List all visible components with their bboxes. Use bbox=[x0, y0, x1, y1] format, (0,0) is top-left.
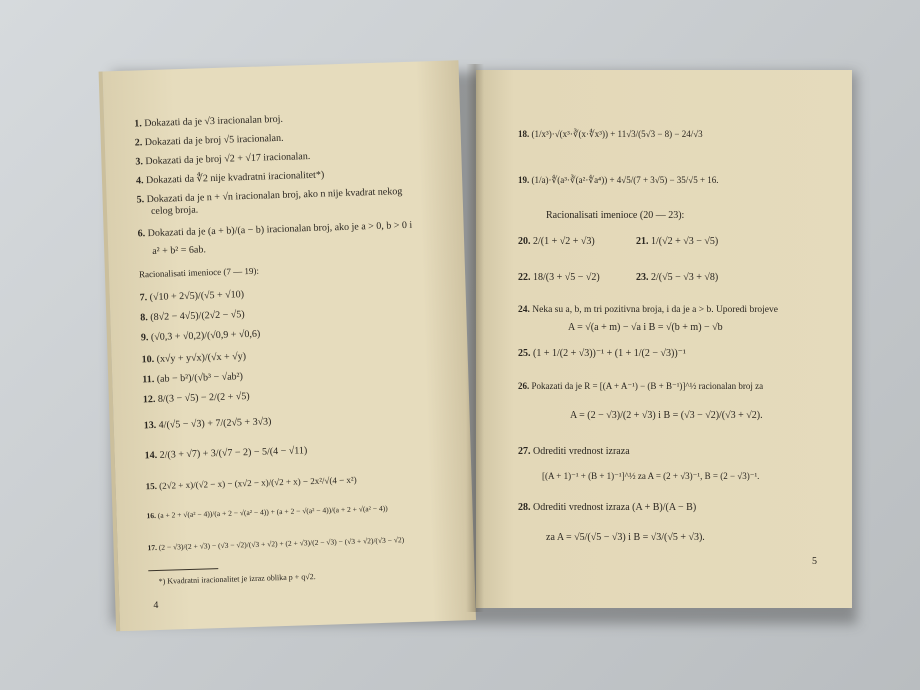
exercise-11: 11. (ab − b²)/(√b³ − √ab²) bbox=[142, 371, 244, 386]
exercise-28-formula: za A = √5/(√5 − √3) i B = √3/(√5 + √3). bbox=[546, 532, 705, 543]
exercise-13: 13. 4/(√5 − √3) + 7/(2√5 + 3√3) bbox=[143, 416, 272, 432]
page-number-left: 4 bbox=[153, 599, 159, 612]
section-heading: Racionalisati imenioce (7 — 19): bbox=[138, 265, 260, 280]
exercise-26-formula: A = (2 − √3)/(2 + √3) i B = (√3 − √2)/(√3 + √2). bbox=[570, 410, 763, 421]
page-number-right: 5 bbox=[812, 556, 817, 567]
item-5-cont: celog broja. bbox=[150, 204, 199, 218]
item-4: 4. Dokazati da ∜2 nije kvadratni iracionalitet*) bbox=[135, 169, 325, 187]
exercise-15: 15. (2√2 + x)/(√2 − x) − (x√2 − x)/(√2 + x) − 2x²/√(4 − x²) bbox=[145, 474, 357, 492]
exercise-18: 18. (1/x³)·√(x³·∛(x·∜x³)) + 11√3/(5√3 − 8) − 24/√3 bbox=[518, 129, 703, 139]
right-page bbox=[476, 70, 852, 608]
footnote-rule bbox=[148, 568, 218, 571]
exercise-17: 17. (2 − √3)/(2 + √3) − (√3 − √2)/(√3 + √2) + (2 + √3)/(2 − √3) − (√3 + √2)/(√3 − √2) bbox=[147, 535, 405, 553]
exercise-24: 24. Neka su a, b, m tri pozitivna broja, i da je a > b. Uporedi brojeve bbox=[518, 305, 778, 315]
item-3: 3. Dokazati da je broj √2 + √17 iracionalan. bbox=[135, 150, 311, 168]
section-heading-right: Racionalisati imenioce (20 — 23): bbox=[546, 210, 685, 221]
item-6: 6. Dokazati da je (a + b)/(a − b) iracionalan broj, ako je a > 0, b > 0 i bbox=[137, 219, 413, 240]
exercise-9: 9. (√0,3 + √0,2)/(√0,9 + √0,6) bbox=[140, 328, 261, 344]
exercise-22: 22. 18/(3 + √5 − √2) bbox=[518, 272, 600, 283]
exercise-7: 7. (√10 + 2√5)/(√5 + √10) bbox=[139, 289, 245, 304]
exercise-28: 28. Odrediti vrednost izraza (A + B)/(A − B) bbox=[518, 502, 697, 513]
exercise-8: 8. (8√2 − 4√5)/(2√2 − √5) bbox=[140, 309, 245, 324]
exercise-27: 27. Odrediti vrednost izraza bbox=[518, 446, 630, 457]
exercise-27-formula: [(A + 1)⁻¹ + (B + 1)⁻¹]^½ za A = (2 + √3)⁻¹, B = (2 − √3)⁻¹. bbox=[542, 471, 760, 481]
item-6-cont: a² + b² = 6ab. bbox=[152, 244, 207, 257]
left-page bbox=[99, 60, 476, 631]
exercise-25: 25. (1 + 1/(2 + √3))⁻¹ + (1 + 1/(2 − √3))⁻¹ bbox=[518, 348, 686, 359]
exercise-24-formula: A = √(a + m) − √a i B = √(b + m) − √b bbox=[568, 322, 723, 333]
footnote: *) Kvadratni iracionalitet je izraz oblika p + q√2. bbox=[158, 572, 316, 586]
exercise-21: 21. 1/(√2 + √3 − √5) bbox=[636, 236, 719, 247]
book-gutter bbox=[466, 64, 484, 612]
exercise-23: 23. 2/(√5 − √3 + √8) bbox=[636, 272, 719, 283]
exercise-16: 16. (a + 2 + √(a² − 4))/(a + 2 − √(a² − 4)) + (a + 2 − √(a² − 4))/(a + 2 + √(a² − 4)) bbox=[146, 503, 388, 521]
exercise-20: 20. 2/(1 + √2 + √3) bbox=[518, 236, 595, 247]
exercise-12: 12. 8/(3 − √5) − 2/(2 + √5) bbox=[142, 391, 250, 406]
item-5: 5. Dokazati da je n + √n iracionalan broj, ako n nije kvadrat nekog bbox=[136, 186, 403, 206]
item-2: 2. Dokazati da je broj √5 iracionalan. bbox=[134, 132, 284, 149]
exercise-10: 10. (x√y + y√x)/(√x + √y) bbox=[141, 351, 247, 366]
item-1: 1. Dokazati da je √3 iracionalan broj. bbox=[134, 113, 284, 130]
exercise-14: 14. 2/(3 + √7) + 3/(√7 − 2) − 5/(4 − √11) bbox=[144, 445, 308, 462]
exercise-26: 26. Pokazati da je R = [(A + A⁻¹) − (B + B⁻¹)]^½ racionalan broj za bbox=[518, 381, 764, 391]
exercise-19: 19. (1/a)·∜(a³·∛(a²·∜a⁴)) + 4√5/(7 + 3√5) − 35/√5 + 16. bbox=[518, 175, 719, 185]
